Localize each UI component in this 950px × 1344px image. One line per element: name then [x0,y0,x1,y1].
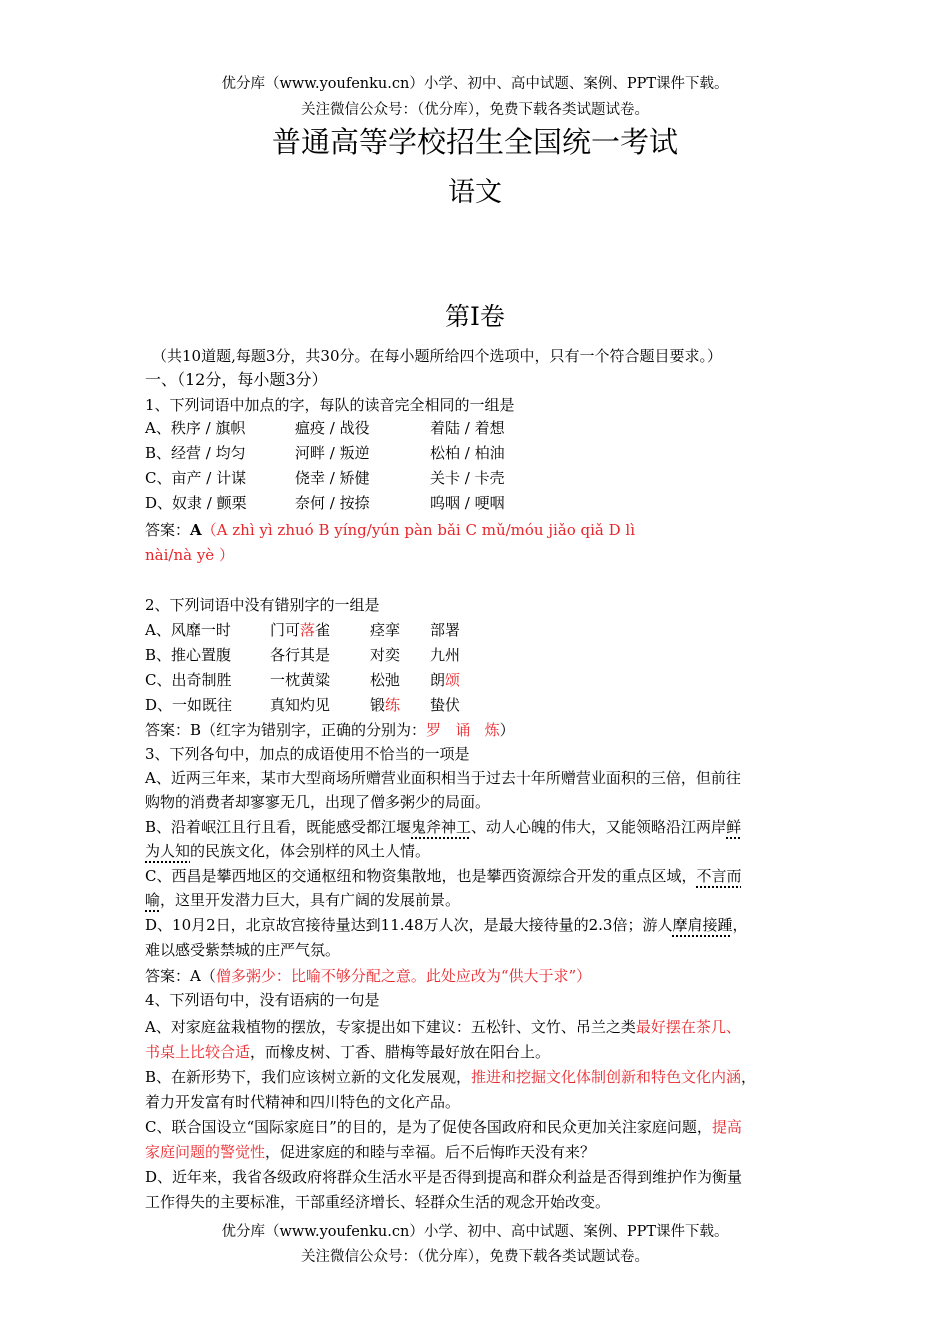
q3-d-text-2: ， [732,916,748,934]
q4-b-text-1: B、在新形势下，我们应该树立新的文化发展观， [145,1068,472,1086]
q4-b-text-2: ， [741,1068,757,1086]
q1-answer [145,520,825,540]
q3-b-idiom-2-end: 为人知 [145,842,191,860]
q2-d3-part1: 锻 [370,696,386,714]
footer-line-1: 优分库（www.youfenku.cn）小学、初中、高中试题、案例、PPT课件下载。 [221,1224,729,1240]
q4-option-d-line-1: D、近年来，我省各级政府将群众生活水平是否得到提高和群众利益是否得到维护作为衡量 [145,1168,743,1186]
q3-answer-explanation: 僧多粥少：比喻不够分配之意。此处应改为“供大于求”） [215,967,592,985]
q2-a2-part2: 雀 [315,621,331,639]
exam-title: 普通高等学校招生全国统一考试 [271,125,678,159]
q1-answer-letter: A [190,521,202,539]
q4-option-a-line-1 [145,1017,825,1037]
q3-option-c-line-2 [145,890,825,910]
q1-option-c-1: C、亩产 / 计谋 [145,469,247,487]
q2-option-b-1: B、推心置腹 [145,646,232,664]
q1-option-d-1: D、奴隶 / 颤栗 [145,494,247,512]
q2-option-d-3 [370,695,400,715]
q3-stem: 3、下列各句中，加点的成语使用不恰当的一项是 [145,745,470,763]
q2-option-b-3: 对奕 [370,646,401,664]
q1-option-a-1: A、秩序 / 旗帜 [145,419,246,437]
q3-c-text-1: C、西昌是攀西地区的交通枢纽和物资集散地，也是攀西资源综合开发的重点区域， [145,867,697,885]
q3-b-text-1: B、沿着岷江且行且看，既能感受都江堰 [145,818,412,836]
q2-c4-wrong-char: 颂 [445,671,461,689]
header-line-1: 优分库（www.youfenku.cn）小学、初中、高中试题、案例、PPT课件下载。 [221,76,729,92]
q4-option-b-line-1 [145,1067,825,1087]
q2-option-b-4: 九州 [430,646,461,664]
q4-option-b-line-2: 着力开发富有时代精神和四川特色的文化产品。 [145,1093,461,1111]
q3-option-c-line-1 [145,866,825,886]
q3-c-idiom-end: 喻 [145,891,161,909]
q4-option-c-line-1 [145,1117,825,1137]
q2-answer-corrections: 罗 诵 炼 [426,721,500,739]
q2-option-d-2: 真知灼见 [270,696,331,714]
q1-option-d-2: 奈何 / 按捺 [295,494,370,512]
q2-option-a-4: 部署 [430,621,461,639]
q4-stem: 4、下列语句中，没有语病的一句是 [145,991,380,1009]
q3-answer [145,966,825,986]
q1-option-b-1: B、经营 / 均匀 [145,444,246,462]
section-heading: 一、（12分，每小题3分） [145,370,328,389]
q2-option-c-1: C、出奇制胜 [145,671,232,689]
q2-option-d-1: D、一如既往 [145,696,233,714]
q3-option-d-line-2: 难以感受紫禁城的庄严气氛。 [145,941,341,959]
q4-option-d-line-2: 工作得失的主要标准，干部重经济增长、轻群众生活的观念开始改变。 [145,1193,611,1211]
q4-c-highlight-1: 提高 [711,1118,742,1136]
q2-d3-wrong-char: 练 [385,696,401,714]
q3-b-text-3: 的民族文化，体会别样的风土人情。 [190,842,431,860]
header-line-2: 关注微信公众号：（优分库），免费下载各类试题试卷。 [301,102,649,118]
q2-option-d-4: 蛰伏 [430,696,461,714]
q3-answer-prefix: 答案：A（ [145,967,216,985]
q1-answer-detail-2: nài/nà yè ） [145,546,234,564]
q2-option-c-2: 一枕黄粱 [270,671,331,689]
q1-answer-label: 答案： [145,521,191,539]
q3-option-d-line-1 [145,915,825,935]
q1-option-b-3: 松柏 / 柏油 [430,444,505,462]
q4-option-c-line-2 [145,1142,825,1162]
q3-b-idiom-2-start: 鲜 [726,818,742,836]
q3-d-text-1: D、10月2日，北京故宫接待量达到11.48万人次，是最大接待量的2.3倍；游人 [145,916,673,934]
q1-option-c-2: 侥幸 / 矫健 [295,469,370,487]
q2-option-a-1: A、风靡一时 [145,621,231,639]
q2-answer [145,720,825,740]
volume-title: 第Ⅰ卷 [445,302,505,331]
q4-a-highlight-2: 书桌上比较合适 [145,1043,251,1061]
q1-option-a-2: 瘟疫 / 战役 [295,419,370,437]
footer-line-2: 关注微信公众号：（优分库），免费下载各类试题试卷。 [301,1249,649,1265]
q1-option-c-3: 关卡 / 卡壳 [430,469,505,487]
q2-a2-wrong-char: 落 [300,621,316,639]
q4-a-text-1: A、对家庭盆栽植物的摆放，专家提出如下建议：五松针、文竹、吊兰之类 [145,1018,636,1036]
q3-option-a-line-2: 购物的消费者却寥寥无几，出现了僧多粥少的局面。 [145,793,491,811]
q3-b-idiom-1: 鬼斧神工 [411,818,472,836]
q1-option-a-3: 着陆 / 着想 [430,419,505,437]
q2-option-c-4 [430,670,460,690]
q3-c-idiom-start: 不言而 [696,867,742,885]
q4-b-highlight: 推进和挖掘文化体制创新和特色文化内涵 [471,1068,742,1086]
subject-title: 语文 [448,177,502,208]
q2-a2-part1: 门可 [270,621,301,639]
q3-d-idiom: 摩肩接踵 [672,916,733,934]
q2-option-c-3: 松弛 [370,671,401,689]
q4-a-highlight-1: 最好摆在茶几、 [635,1018,741,1036]
q2-answer-suffix: ） [499,721,515,739]
instructions: （共10道题,每题3分，共30分。在每小题所给四个选项中，只有一个符合题目要求。） [152,347,722,365]
q3-option-a-line-1: A、近两三年来，某市大型商场所赠营业面积相当于过去十年所赠营业面积的三倍，但前往 [145,769,741,787]
q1-answer-detail-1: （A zhì yì zhuó B yíng/yún pàn bǎi C mǔ/móu jiǎo qiǎ D lì [201,521,636,539]
q2-c4-part1: 朗 [430,671,446,689]
q4-c-text-2: ，促进家庭的和睦与幸福。后不后悔昨天没有来？ [265,1143,596,1161]
q2-answer-prefix: 答案：B（红字为错别字，正确的分别为： [145,721,427,739]
q4-option-a-line-2 [145,1042,825,1062]
q2-option-a-3: 痉挛 [370,621,401,639]
q2-stem: 2、下列词语中没有错别字的一组是 [145,596,380,614]
q2-option-b-2: 各行其是 [270,646,331,664]
q4-a-text-2: ，而橡皮树、丁香、腊梅等最好放在阳台上。 [250,1043,551,1061]
q1-option-d-3: 呜咽 / 哽咽 [430,494,505,512]
q4-c-text-1: C、联合国设立“国际家庭日”的目的，是为了促使各国政府和民众更加关注家庭问题， [145,1118,712,1136]
q4-c-highlight-2: 家庭问题的警觉性 [145,1143,266,1161]
q3-b-text-2: 、动人心魄的伟大，又能领略沿江两岸 [471,818,727,836]
q2-option-a-2 [270,620,330,640]
q3-c-text-2: ，这里开发潜力巨大，具有广阔的发展前景。 [160,891,461,909]
q1-option-b-2: 河畔 / 叛逆 [295,444,370,462]
q3-option-b-line-1 [145,817,825,837]
q3-option-b-line-2 [145,841,825,861]
q1-stem: 1、下列词语中加点的字，每队的读音完全相同的一组是 [145,396,515,414]
